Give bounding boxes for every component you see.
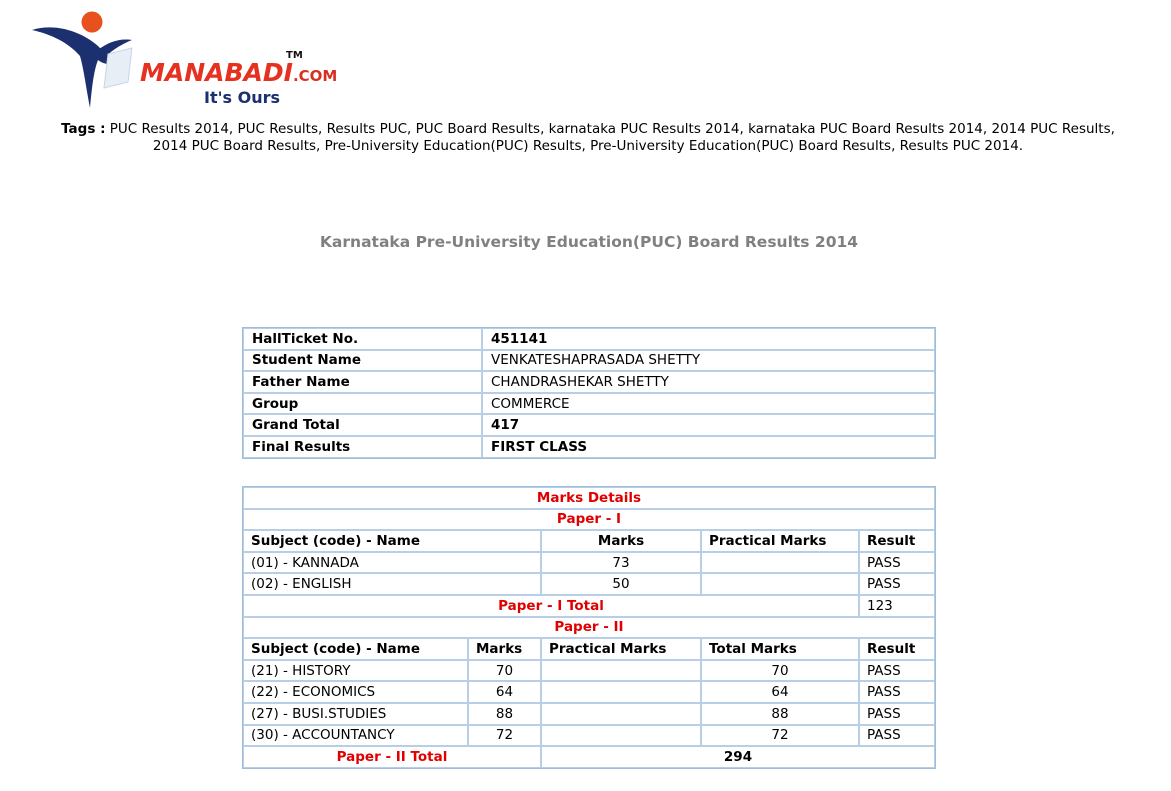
column-header-subject: Subject (code) - Name xyxy=(243,530,541,552)
paper-2-total-label: Paper - II Total xyxy=(243,746,541,768)
subject-marks: 64 xyxy=(468,681,541,703)
subject-name: (30) - ACCOUNTANCY xyxy=(243,725,468,747)
group-label: Group xyxy=(243,393,482,415)
column-header-practical: Practical Marks xyxy=(541,638,701,660)
subject-practical xyxy=(541,703,701,725)
table-row xyxy=(243,328,935,350)
subject-total: 88 xyxy=(701,703,859,725)
subject-total: 72 xyxy=(701,725,859,747)
subject-result: PASS xyxy=(859,725,935,747)
subject-total: 64 xyxy=(701,681,859,703)
trademark-mark: TM xyxy=(286,50,303,61)
father-name-label: Father Name xyxy=(243,371,482,393)
father-name-value: CHANDRASHEKAR SHETTY xyxy=(482,371,935,393)
paper-1-title: Paper - I xyxy=(243,509,935,531)
subject-practical xyxy=(541,660,701,682)
column-header-result: Result xyxy=(859,638,935,660)
table-row xyxy=(243,414,935,436)
subject-name: (22) - ECONOMICS xyxy=(243,681,468,703)
column-header-marks: Marks xyxy=(468,638,541,660)
column-header-marks: Marks xyxy=(541,530,701,552)
brand-domain: .COM xyxy=(292,67,338,85)
subject-result: PASS xyxy=(859,573,935,595)
subject-result: PASS xyxy=(859,681,935,703)
grand-total-value: 417 xyxy=(482,414,935,436)
paper-1-total-row xyxy=(243,595,935,617)
subject-practical xyxy=(701,573,859,595)
table-row xyxy=(243,573,935,595)
person-swoosh-icon xyxy=(28,8,148,114)
column-header-result: Result xyxy=(859,530,935,552)
subject-marks: 88 xyxy=(468,703,541,725)
subject-name: (21) - HISTORY xyxy=(243,660,468,682)
hallticket-value: 451141 xyxy=(482,328,935,350)
column-header-total-marks: Total Marks xyxy=(701,638,859,660)
subject-practical xyxy=(701,552,859,574)
paper-2-total-value: 294 xyxy=(541,746,935,768)
table-row xyxy=(243,552,935,574)
table-row xyxy=(243,660,935,682)
manabadi-logo[interactable] xyxy=(28,8,338,114)
paper-2-title: Paper - II xyxy=(243,617,935,639)
subject-marks: 50 xyxy=(541,573,701,595)
paper-1-total-label: Paper - I Total xyxy=(243,595,859,617)
subject-practical xyxy=(541,681,701,703)
subject-result: PASS xyxy=(859,660,935,682)
table-row xyxy=(243,703,935,725)
page-title: Karnataka Pre-University Education(PUC) Board Results 2014 xyxy=(319,233,859,251)
final-result-label: Final Results xyxy=(243,436,482,458)
subject-result: PASS xyxy=(859,552,935,574)
brand-tagline: It's Ours xyxy=(204,88,280,107)
subject-total: 70 xyxy=(701,660,859,682)
table-row xyxy=(243,393,935,415)
student-name-value: VENKATESHAPRASADA SHETTY xyxy=(482,350,935,372)
subject-marks: 73 xyxy=(541,552,701,574)
subject-name: (01) - KANNADA xyxy=(243,552,541,574)
hallticket-label: HallTicket No. xyxy=(243,328,482,350)
subject-practical xyxy=(541,725,701,747)
paper-1-total-value: 123 xyxy=(859,595,935,617)
tags-text: PUC Results 2014, PUC Results, Results PUC, PUC Board Results, karnataka PUC Results 2014, karnataka PUC Board Results 2014, 2014 PUC Results, 2014 PUC Board Results, Pre-University Education(PUC) Results, Pre-University Education(PUC) Board Results, Results PUC 2014. xyxy=(109,121,1115,154)
table-row xyxy=(243,371,935,393)
tags-line xyxy=(60,121,1116,155)
student-info-table xyxy=(242,327,936,459)
table-row xyxy=(243,436,935,458)
student-name-label: Student Name xyxy=(243,350,482,372)
group-value: COMMERCE xyxy=(482,393,935,415)
subject-marks: 70 xyxy=(468,660,541,682)
column-header-practical: Practical Marks xyxy=(701,530,859,552)
paper-2-total-row xyxy=(243,746,935,768)
marks-details-heading: Marks Details xyxy=(243,487,935,509)
paper-1-header-row xyxy=(243,530,935,552)
subject-name: (02) - ENGLISH xyxy=(243,573,541,595)
subject-name: (27) - BUSI.STUDIES xyxy=(243,703,468,725)
grand-total-label: Grand Total xyxy=(243,414,482,436)
marks-details-table xyxy=(242,486,936,769)
table-row xyxy=(243,725,935,747)
table-row xyxy=(243,350,935,372)
final-result-value: FIRST CLASS xyxy=(482,436,935,458)
subject-result: PASS xyxy=(859,703,935,725)
subject-marks: 72 xyxy=(468,725,541,747)
paper-2-header-row xyxy=(243,638,935,660)
brand-name: MANABADI.COM xyxy=(140,58,338,87)
table-row xyxy=(243,681,935,703)
tags-label: Tags : xyxy=(61,121,106,137)
column-header-subject: Subject (code) - Name xyxy=(243,638,468,660)
